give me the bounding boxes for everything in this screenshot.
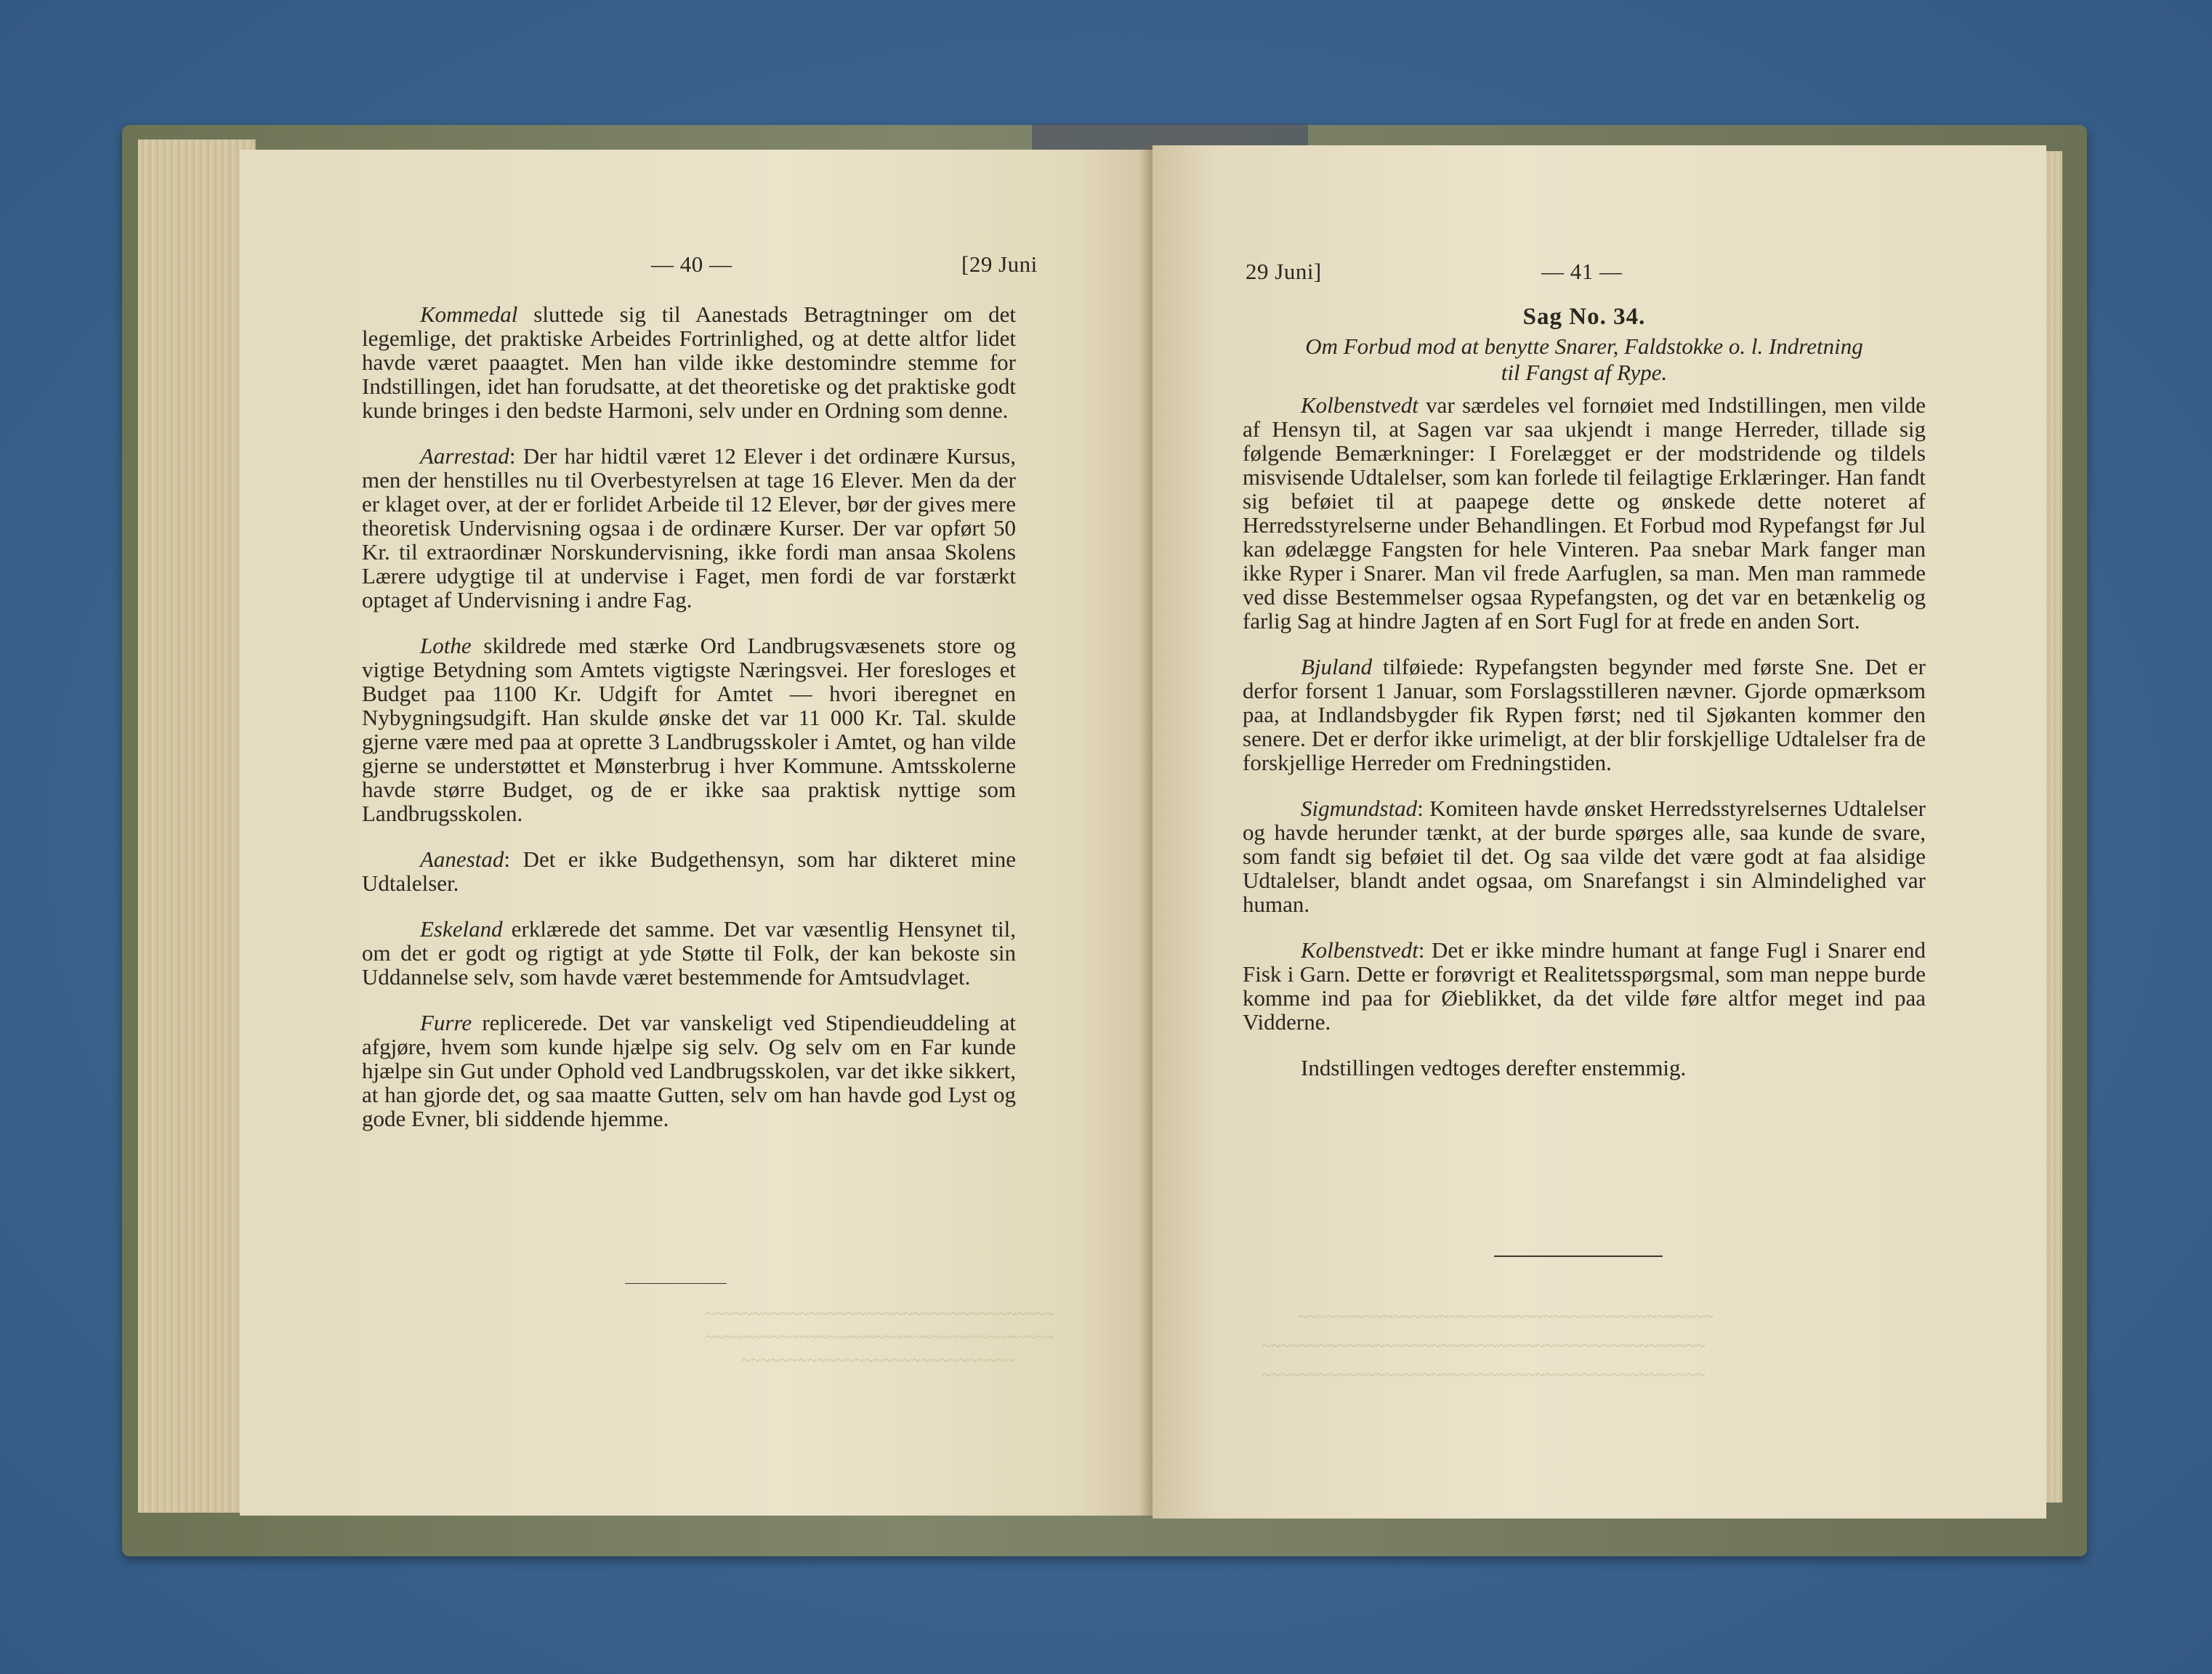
paragraph-text: Indstillingen vedtoges derefter enstemmig.	[1301, 1055, 1687, 1080]
bleed-through-text: ~~~~~~~~~~~~~~~~~~~~~~~~~~~~~~~~~~~~~~~~~~~~~~~	[1262, 1337, 1706, 1356]
sag-title: Sag No. 34.	[1522, 304, 1646, 330]
paragraph	[362, 917, 1016, 989]
speaker-name: Bjuland	[1301, 654, 1373, 679]
speaker-name: Sigmundstad	[1301, 796, 1418, 821]
left-page-date: [29 Juni	[961, 251, 1038, 277]
speaker-name: Eskeland	[420, 916, 503, 942]
speaker-name: Aanestad	[420, 846, 504, 872]
paragraph	[362, 444, 1016, 612]
paragraph-text: : Det er ikke Budgethensyn, som har dikteret mine Udtalelser.	[362, 846, 1016, 896]
right-page-date: 29 Juni]	[1246, 259, 1322, 284]
paragraph	[1243, 796, 1926, 916]
paragraph	[1243, 1056, 1926, 1080]
paragraph	[1243, 393, 1926, 633]
paragraph	[1243, 938, 1926, 1034]
right-page-number: — 41 —	[1541, 259, 1623, 284]
paragraph-text: sluttede sig til Aanestads Betragtninger om det legemlige, det praktiske Arbeides Fortrinlighed, og at dette altfor lidet havde været paaagtet. Men han vilde ikke destomindre stemme for Indstillingen, idet han forudsatte, at det theoretiske og det praktiske godt kunde bringes i den bedste Harmoni, selv under en Ordning som denne.	[362, 302, 1016, 423]
right-page	[1153, 145, 2046, 1519]
bleed-through-text: ~~~~~~~~~~~~~~~~~~~~~~~~~~~~~~~~~~~~~	[705, 1305, 1054, 1324]
paragraph	[362, 1011, 1016, 1131]
section-end-rule	[1494, 1256, 1663, 1257]
right-page-text	[1243, 305, 1926, 1080]
left-page	[240, 150, 1153, 1516]
paragraph	[362, 302, 1016, 422]
sag-subtitle	[1243, 333, 1926, 386]
paragraph-text: erklærede det samme. Det var væsentlig Hensynet til, om det er godt og rigtigt at yde Støtte til Folk, der kan bekoste sin Uddannelse selv, som havde været bestemmende for Amtsudvlaget.	[362, 916, 1016, 990]
left-page-number: — 40 —	[651, 251, 732, 277]
speaker-name: Furre	[420, 1010, 472, 1035]
page-stack-left	[138, 140, 256, 1513]
bleed-through-text: ~~~~~~~~~~~~~~~~~~~~~~~~~~~~~~~~~~~~~	[705, 1328, 1054, 1347]
speaker-name: Kolbenstvedt	[1301, 392, 1418, 418]
paragraph-text: replicerede. Det var vanskeligt ved Stipendieuddeling at afgjøre, hvem som kunde hjælpe sig selv. Og selv om en Far kunde hjælpe sin Gut under Ophold ved Landbrugsskolen, var det ikke sikkert, at han gjorde det, og saa maatte Gutten, selv om han havde god Lyst og gode Evner, bli siddende hjemme.	[362, 1010, 1016, 1131]
paragraph-text: var særdeles vel fornøiet med Indstillingen, men vilde af Hensyn til, at Sagen var saa ukjendt i mange Herreder, tillade sig følgende Bemærkninger: I Forelægget er der modstridende og tildels misvisende Udtalelser, som kan forlede til feilagtige Erklæringer. Han fandt sig beføiet til at paapege dette og ønskede dette noteret af Herredsstyrelserne under Behandlingen. Et Forbud mod Rypefangst før Jul kan ødelægge Fangsten for hele Vinteren. Paa snebar Mark fanger man ikke Ryper i Snarer. Man vil frede Aarfuglen, sa man. Men man rammede ved disse Bestemmelser ogsaa Rypefangsten, og det var en betænkelig og farlig Sag at hindre Jagten af en Sort Fugl for at frede en anden Sort.	[1243, 392, 1926, 634]
paragraph-text: : Det er ikke mindre humant at fange Fugl i Snarer end Fisk i Garn. Dette er forøvrigt et Realitetsspørgsmal, som man neppe burde komme ind paa for Øieblikket, da det vilde føre altfor meget ind paa Vidderne.	[1243, 937, 1926, 1035]
sag-subtitle-line2: til Fangst af Rype.	[1501, 360, 1668, 385]
speaker-name: Aarrestad	[420, 443, 509, 469]
paragraph	[362, 634, 1016, 825]
section-divider	[625, 1283, 727, 1284]
speaker-name: Kolbenstvedt	[1301, 937, 1418, 963]
paragraph-text: tilføiede: Rypefangsten begynder med første Sne. Det er derfor forsent 1 Januar, som Forslagsstilleren nævner. Gjorde opmærksom paa, at Indlandsbygder fik Rypen først; ned til Sjøkanten kommer den senere. Det er derfor ikke urimeligt, at der blir forskjellige Udtalelser fra de forskjellige Herreder om Fredningstiden.	[1243, 654, 1926, 775]
speaker-name: Kommedal	[420, 302, 518, 327]
speaker-name: Lothe	[420, 633, 472, 658]
paragraph-text: skildrede med stærke Ord Landbrugsvæsenets store og vigtige Betydning som Amtets vigtigste Næringsvei. Her foresloges et Budget paa 1100 Kr. Udgift for Amtet — hvori iberegnet en Nybygningsudgift. Han skulde ønske det var 11 000 Kr. Tal. skulde gjerne være med paa at oprette 3 Landbrugsskoler i Amtet, og han vilde gjerne se understøttet et Mønsterbrug i hver Kommune. Amtsskolerne havde større Budget, og de er ikke saa praktisk nyttige som Landbrugsskolen.	[362, 633, 1016, 826]
paragraph	[1243, 655, 1926, 775]
paragraph	[362, 847, 1016, 895]
paragraph-text: : Der har hidtil været 12 Elever i det ordinære Kursus, men der henstilles nu til Overbestyrelsen at tage 16 Elever. Men da der er klaget over, at der er forlidet Arbeide til 12 Elever, bør der gives mere theoretisk Undervisning ogsaa i de ordinære Kurser. Der var opført 50 Kr. til extraordinær Norskundervisning, ikke fordi man ansaa Skolens Lærere udygtige til at undervise i Faget, men fordi de var forstærkt optaget af Undervisning i andre Fag.	[362, 443, 1016, 612]
bleed-through-text: ~~~~~~~~~~~~~~~~~~~~~~~~~~~~~	[741, 1351, 1015, 1370]
bleed-through-text: ~~~~~~~~~~~~~~~~~~~~~~~~~~~~~~~~~~~~~~~~~~~~	[1298, 1308, 1714, 1327]
left-page-text	[362, 302, 1016, 1131]
bleed-through-text: ~~~~~~~~~~~~~~~~~~~~~~~~~~~~~~~~~~~~~~~~~~~~~~~	[1262, 1366, 1706, 1385]
paragraph-text: : Komiteen havde ønsket Herredsstyrelsernes Udtalelser og havde herunder tænkt, at der burde spørges alle, saa kunde de svare, som fandt sig beføiet til det. Og saa vilde det være godt at faa alsidige Udtalelser, blandt andet ogsaa, om Snarefangst i sin Almindelighed var human.	[1243, 796, 1926, 917]
sag-subtitle-line1: Om Forbud mod at benytte Snarer, Faldstokke o. l. Indretning	[1305, 333, 1863, 359]
